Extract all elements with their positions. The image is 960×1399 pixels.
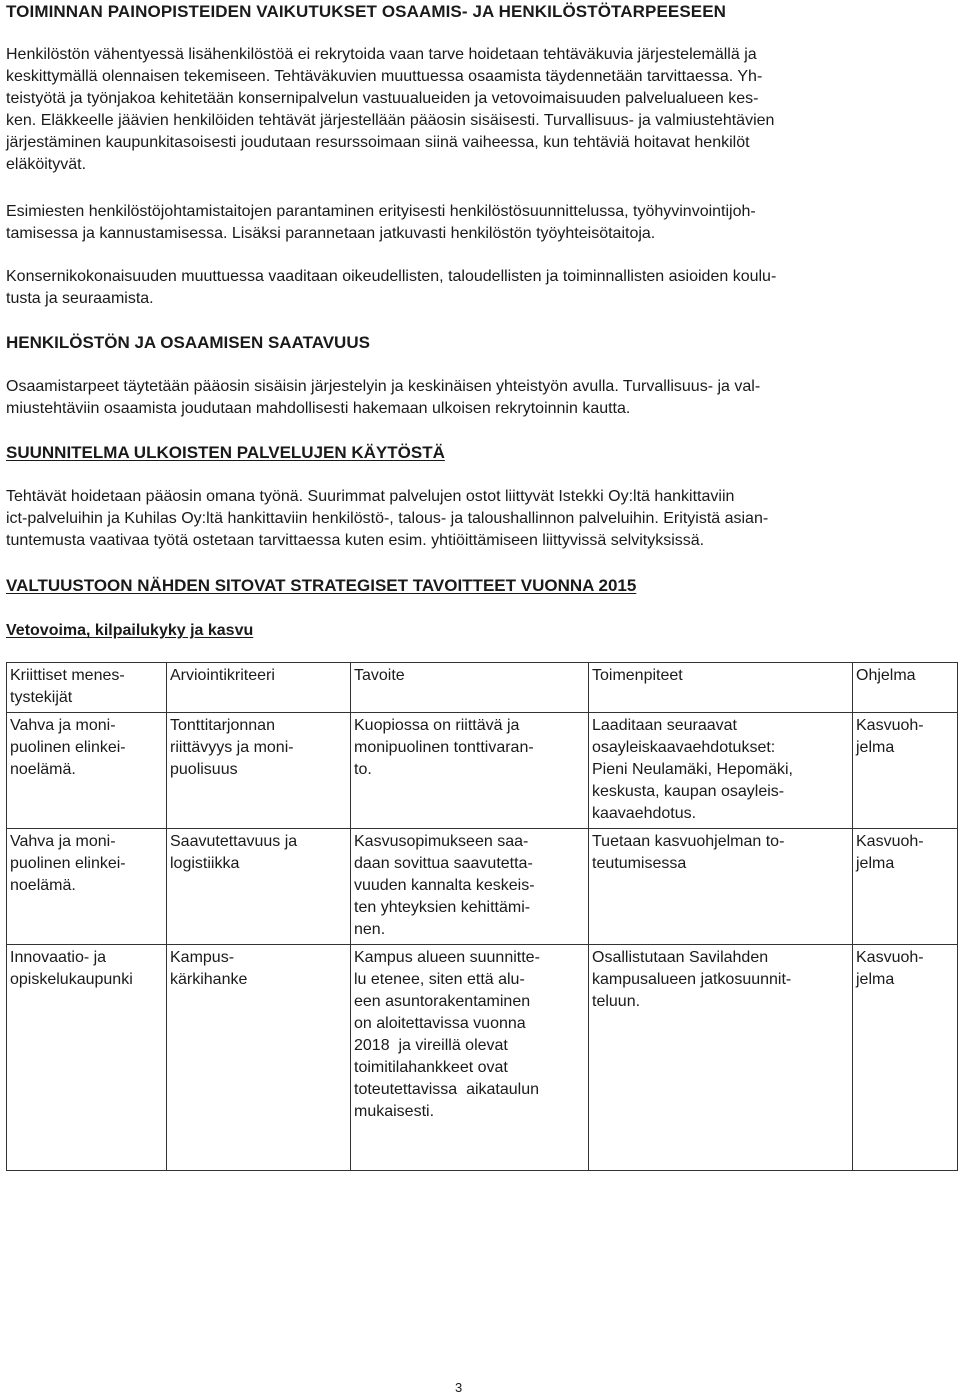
table-cell: Kampus- kärkihanke	[167, 945, 351, 1171]
table-cell: Kasvusopimukseen saa- daan sovittua saavutetta- vuuden kannalta keskeis- ten yhteyksien kehittämi- nen.	[351, 829, 589, 945]
header-program: Ohjelma	[853, 663, 958, 713]
paragraph-availability: Osaamistarpeet täytetään pääosin sisäisin järjestelyin ja keskinäisen yhteistyön avulla. Turvallisuus- ja val- miustehtäviin osaamista joudutaan mahdollisesti hakemaan ulkoisen rekrytoinnin kautta.	[6, 378, 761, 417]
header-goal: Tavoite	[351, 663, 589, 713]
table-cell: Vahva ja moni- puolinen elinkei- noelämä.	[7, 829, 167, 945]
table-row	[7, 713, 958, 829]
table-cell: Kampus alueen suunnitte- lu etenee, siten että alu- een asuntorakentaminen on aloitettavissa vuonna 2018 ja vireillä olevat toimitilahankkeet ovat toteutettavissa aikataulun mukaisesti.	[351, 945, 589, 1171]
table-cell: Kasvuoh- jelma	[853, 829, 958, 945]
header-criteria: Arviointikriteeri	[167, 663, 351, 713]
table-cell: Laaditaan seuraavat osayleiskaavaehdotukset: Pieni Neulamäki, Hepomäki, keskusta, kaupan osayleis- kaavaehdotus.	[589, 713, 853, 829]
heading-availability: HENKILÖSTÖN JA OSAAMISEN SAATAVUUS	[6, 333, 370, 352]
table-cell: Tonttitarjonnan riittävyys ja moni- puolisuus	[167, 713, 351, 829]
paragraph-resources: Henkilöstön vähentyessä lisähenkilöstöä ei rekrytoida vaan tarve hoidetaan tehtäväkuvia järjestelemällä ja keskittymällä olennaisen tekemiseen. Tehtäväkuvien muuttuessa osaamista täydennetään tarvittaessa. Yh- teistyötä ja työnjakoa kehitetään konsernipalvelun vastuualueiden ja vetovoimaisuuden palvelualueen kes- ken. Eläkkeelle jäävien henkilöiden tehtävät järjestellään pääosin sisäisesti. Turvallisuus- ja valmiustehtävien järjestäminen kaupunkitasoisesti joudutaan resurssoimaan siinä vaiheessa, kun tehtäviä hoitavat henkilöt eläköityvät.	[6, 46, 775, 173]
paragraph-external-services: Tehtävät hoidetaan pääosin omana työnä. Suurimmat palvelujen ostot liittyvät Istekki Oy:ltä hankittaviin ict-palveluihin ja Kuhilas Oy:ltä hankittaviin henkilöstö-, talous- ja taloushallinnon palveluihin. Erityistä asian- tuntemusta vaativaa työtä ostetaan tarvittaessa kuten esim. yhtiöittämiseen liittyvissä selvityksissä.	[6, 488, 769, 549]
page-number: 3	[455, 1380, 463, 1395]
heading-attractiveness: Vetovoima, kilpailukyky ja kasvu	[6, 622, 254, 639]
table-row	[7, 945, 958, 1171]
table-cell: Osallistutaan Savilahden kampusalueen jatkosuunnit- teluun.	[589, 945, 853, 1171]
heading-strategic-goals: VALTUUSTOON NÄHDEN SITOVAT STRATEGISET TAVOITTEET VUONNA 2015	[6, 576, 637, 595]
table-cell: Saavutettavuus ja logistiikka	[167, 829, 351, 945]
header-critical-factors: Kriittiset menes- tystekijät	[7, 663, 167, 713]
table-cell: Tuetaan kasvuohjelman to- teutumisessa	[589, 829, 853, 945]
main-heading: TOIMINNAN PAINOPISTEIDEN VAIKUTUKSET OSAAMIS- JA HENKILÖSTÖTARPEESEEN	[6, 2, 727, 21]
heading-external-services: SUUNNITELMA ULKOISTEN PALVELUJEN KÄYTÖSTÄ	[6, 443, 445, 462]
table-cell: Innovaatio- ja opiskelukaupunki	[7, 945, 167, 1171]
table-cell: Kasvuoh- jelma	[853, 945, 958, 1171]
table-header-row	[7, 663, 958, 713]
paragraph-leadership: Esimiesten henkilöstöjohtamistaitojen parantaminen erityisesti henkilöstösuunnittelussa, työhyvinvointijoh- tamisessa ja kannustamisessa. Lisäksi parannetaan jatkuvasti henkilöstön työyhteisötaitoja.	[6, 203, 756, 242]
strategic-goals-table	[6, 662, 958, 1171]
header-actions: Toimenpiteet	[589, 663, 853, 713]
table-cell: Kuopiossa on riittävä ja monipuolinen tonttivaran- to.	[351, 713, 589, 829]
paragraph-training: Konsernikokonaisuuden muuttuessa vaaditaan oikeudellisten, taloudellisten ja toiminnallisten asioiden koulu- tusta ja seuraamista.	[6, 268, 777, 307]
table-row	[7, 829, 958, 945]
table-cell: Kasvuoh- jelma	[853, 713, 958, 829]
table-cell: Vahva ja moni- puolinen elinkei- noelämä.	[7, 713, 167, 829]
